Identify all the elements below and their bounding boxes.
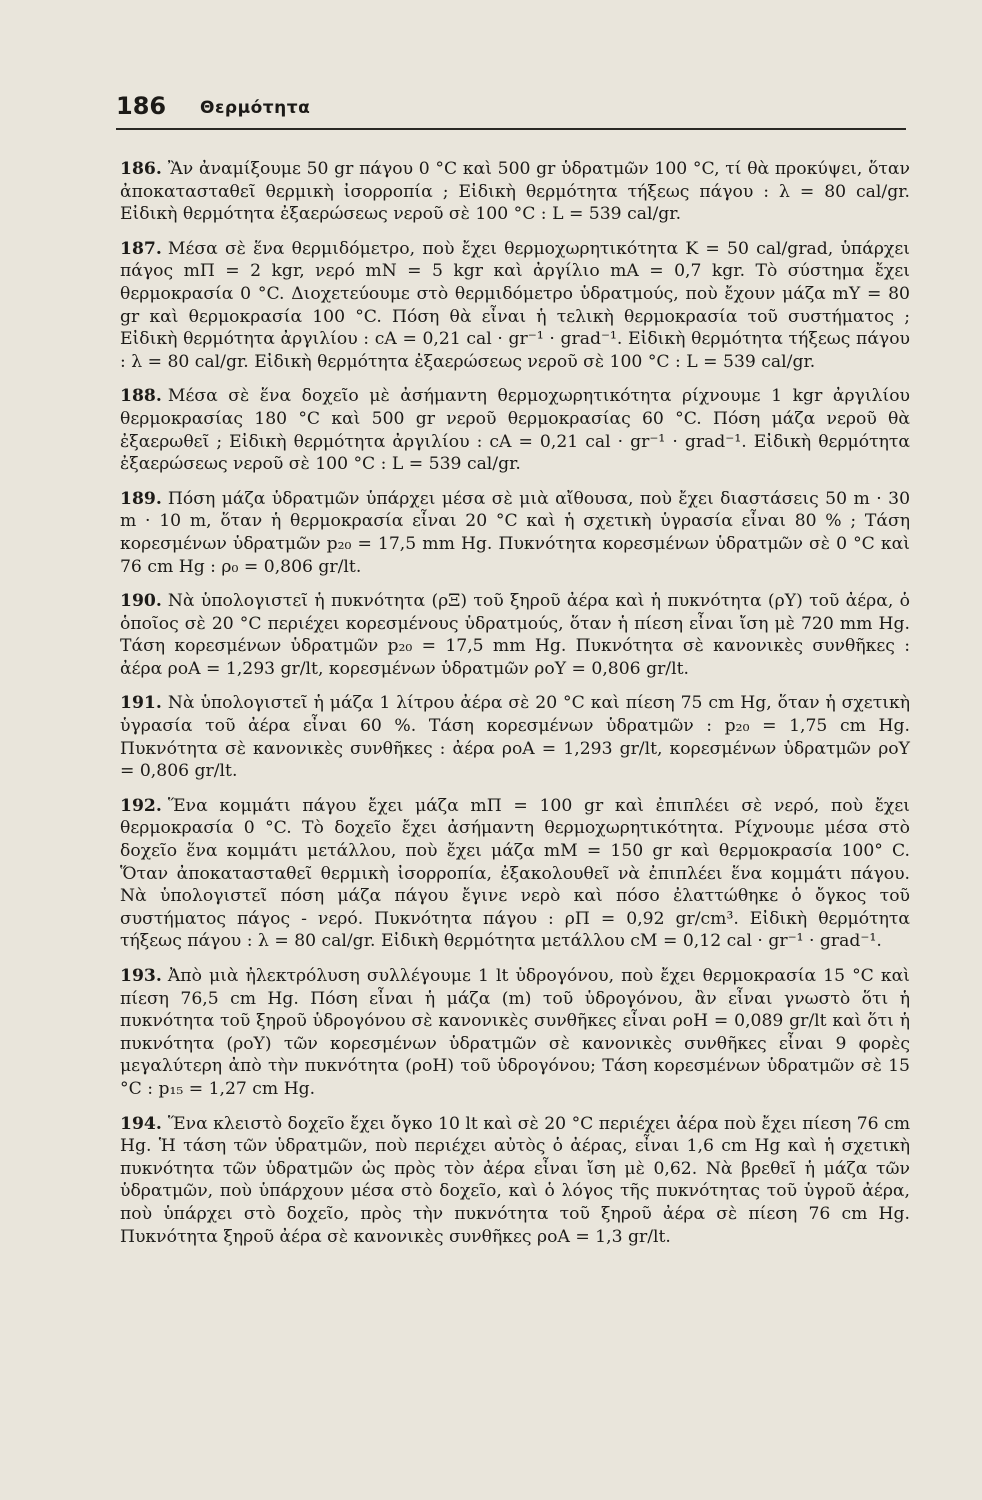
problem-191 xyxy=(120,692,910,782)
problem-188 xyxy=(120,385,910,475)
problem-number: 188. xyxy=(120,386,162,407)
problem-189 xyxy=(120,488,910,578)
problems-list xyxy=(120,158,910,1260)
problem-number: 193. xyxy=(120,966,162,986)
problem-193 xyxy=(120,965,910,1101)
problem-text: Ἕνα κομμάτι πάγου ἔχει μάζα mΠ = 100 gr καὶ ἐπιπλέει σὲ νερό, ποὺ ἔχει θερμοκρασία 0 °C. Τὸ δοχεῖο ἔχει ἀσήμαντη θερμοχωρητικότητα. Ρίχνουμε μέσα στὸ δοχεῖο ἕνα κομμάτι μετάλλου, ποὺ ἔχει μάζα mM = 150 gr καὶ θερμοκρασία 100° C. Ὅταν ἀποκατασταθεῖ θερμικὴ ἰσορροπία, ἐξακολουθεῖ νὰ ἐπιπλέει ἕνα κομμάτι πάγου. Νὰ ὑπολογιστεῖ πόση μάζα πάγου ἔγινε νερὸ καὶ πόσο ἐλαττώθηκε ὁ ὄγκος τοῦ συστήματος πάγος - νερό. Πυκνότητα πάγου : ρΠ = 0,92 gr/cm³. Εἰδικὴ θερμότητα τήξεως πάγου : λ = 80 cal/gr. Εἰδικὴ θερμότητα μετάλλου cM = 0,12 cal · gr⁻¹ · grad⁻¹. xyxy=(120,795,910,952)
problem-number: 186. xyxy=(120,159,162,179)
problem-190 xyxy=(120,590,910,680)
problem-number: 194. xyxy=(120,1113,162,1134)
problem-text: Μέσα σὲ ἕνα δοχεῖο μὲ ἀσήμαντη θερμοχωρητικότητα ρίχνουμε 1 kgr ἀργιλίου θερμοκρασίας 180 °C καὶ 500 gr νεροῦ θερμοκρασίας 60 °C. Πόση μάζα νεροῦ θὰ ἐξαερωθεῖ ; Εἰδικὴ θερμότητα ἀργιλίου : cA = 0,21 cal · gr⁻¹ · grad⁻¹. Εἰδικὴ θερμότητα ἐξαερώσεως νεροῦ σὲ 100 °C : L = 539 cal/gr. xyxy=(120,386,910,475)
problem-text: Ἕνα κλειστὸ δοχεῖο ἔχει ὄγκο 10 lt καὶ σὲ 20 °C περιέχει ἀέρα ποὺ ἔχει πίεση 76 cm Hg. Ἡ τάση τῶν ὑδρατμῶν, ποὺ περιέχει αὐτὸς ὁ ἀέρας, εἶναι 1,6 cm Hg καὶ ἡ σχετικὴ πυκνότητα τῶν ὑδρατμῶν ὡς πρὸς τὸν ἀέρα εἶναι ἴση μὲ 0,62. Νὰ βρεθεῖ ἡ μάζα τῶν ὑδρατμῶν, ποὺ ὑπάρχουν μέσα στὸ δοχεῖο, καὶ ὁ λόγος τῆς πυκνότητας τοῦ ὑγροῦ ἀέρα, ποὺ ὑπάρχει στὸ δοχεῖο, πρὸς τὴν πυκνότητα τοῦ ξηροῦ ἀέρα σὲ πίεση 76 cm Hg. Πυκνότητα ξηροῦ ἀέρα σὲ κανονικὲς συνθῆκες ρoA = 1,3 gr/lt. xyxy=(120,1113,910,1247)
problem-text: Ἀπὸ μιὰ ἠλεκτρόλυση συλλέγουμε 1 lt ὑδρογόνου, ποὺ ἔχει θερμοκρασία 15 °C καὶ πίεση 76,5 cm Hg. Πόση εἶναι ἡ μάζα (m) τοῦ ὑδρογόνου, ἂν εἶναι γνωστὸ ὅτι ἡ πυκνότητα τοῦ ξηροῦ ὑδρογόνου σὲ κανονικὲς συνθῆκες εἶναι ρoH = 0,089 gr/lt καὶ ὅτι ἡ πυκνότητα (ρoY) τῶν κορεσμένων ὑδρατμῶν σὲ κανονικὲς συνθῆκες εἶναι 9 φορὲς μεγαλύτερη ἀπὸ τὴν πυκνότητα (ρoH) τοῦ ὑδρογόνου; Τάση κορεσμένων ὑδρατμῶν σὲ 15 °C : p₁₅ = 1,27 cm Hg. xyxy=(120,966,910,1099)
problem-number: 189. xyxy=(120,488,162,509)
problem-number: 191. xyxy=(120,693,162,714)
problem-text: Μέσα σὲ ἕνα θερμιδόμετρο, ποὺ ἔχει θερμοχωρητικότητα K = 50 cal/grad, ὑπάρχει πάγος mΠ = 2 kgr, νερό mN = 5 kgr καὶ ἀργίλιο mA = 0,7 kgr. Τὸ σύστημα ἔχει θερμοκρασία 0 °C. Διοχετεύουμε στὸ θερμιδόμετρο ὑδρατμούς, ποὺ ἔχουν μάζα mY = 80 gr καὶ θερμοκρασία 100 °C. Πόση θὰ εἶναι ἡ τελικὴ θερμοκρασία τοῦ συστήματος ; Εἰδικὴ θερμότητα ἀργιλίου : cA = 0,21 cal · gr⁻¹ · grad⁻¹. Εἰδικὴ θερμότητα τήξεως πάγου : λ = 80 cal/gr. Εἰδικὴ θερμότητα ἐξαερώσεως νεροῦ σὲ 100 °C : L = 539 cal/gr. xyxy=(120,238,910,372)
page-number: 186 xyxy=(116,92,167,120)
problem-187 xyxy=(120,238,910,374)
problem-number: 192. xyxy=(120,795,162,816)
problem-text: Ἂν ἀναμίξουμε 50 gr πάγου 0 °C καὶ 500 gr ὑδρατμῶν 100 °C, τί θὰ προκύψει, ὅταν ἀποκατασταθεῖ θερμικὴ ἰσορροπία ; Εἰδικὴ θερμότητα τήξεως πάγου : λ = 80 cal/gr. Εἰδικὴ θερμότητα ἐξαερώσεως νεροῦ σὲ 100 °C : L = 539 cal/gr. xyxy=(120,159,910,225)
problem-text: Πόση μάζα ὑδρατμῶν ὑπάρχει μέσα σὲ μιὰ αἴθουσα, ποὺ ἔχει διαστάσεις 50 m · 30 m · 10 m, ὅταν ἡ θερμοκρασία εἶναι 20 °C καὶ ἡ σχετικὴ ὑγρασία εἶναι 80 % ; Τάση κορεσμένων ὑδρατμῶν p₂₀ = 17,5 mm Hg. Πυκνότητα κορεσμένων ὑδρατμῶν σὲ 0 °C καὶ 76 cm Hg : ρ₀ = 0,806 gr/lt. xyxy=(120,488,910,577)
problem-194 xyxy=(120,1113,910,1249)
problem-text: Νὰ ὑπολογιστεῖ ἡ μάζα 1 λίτρου ἀέρα σὲ 20 °C καὶ πίεση 75 cm Hg, ὅταν ἡ σχετικὴ ὑγρασία τοῦ ἀέρα εἶναι 60 %. Τάση κορεσμένων ὑδρατμῶν : p₂₀ = 1,75 cm Hg. Πυκνότητα σὲ κανονικὲς συνθῆκες : ἀέρα ρoA = 1,293 gr/lt, κορεσμένων ὑδρατμῶν ρoY = 0,806 gr/lt. xyxy=(120,693,910,782)
problem-192 xyxy=(120,795,910,953)
problem-186 xyxy=(120,158,910,226)
page-header xyxy=(116,92,906,130)
running-title: Θερμότητα xyxy=(200,98,311,118)
problem-number: 187. xyxy=(120,238,162,259)
problem-number: 190. xyxy=(120,591,162,612)
problem-text: Νὰ ὑπολογιστεῖ ἡ πυκνότητα (ρΞ) τοῦ ξηροῦ ἀέρα καὶ ἡ πυκνότητα (ρY) τοῦ ἀέρα, ὁ ὁποῖος σὲ 20 °C περιέχει κορεσμένους ὑδρατμούς, ὅταν ἡ πίεση εἶναι ἴση μὲ 720 mm Hg. Τάση κορεσμένων ὑδρατμῶν p₂₀ = 17,5 mm Hg. Πυκνότητα σὲ κανονικὲς συνθῆκες : ἀέρα ρoA = 1,293 gr/lt, κορεσμένων ὑδρατμῶν ρoY = 0,806 gr/lt. xyxy=(120,591,910,679)
